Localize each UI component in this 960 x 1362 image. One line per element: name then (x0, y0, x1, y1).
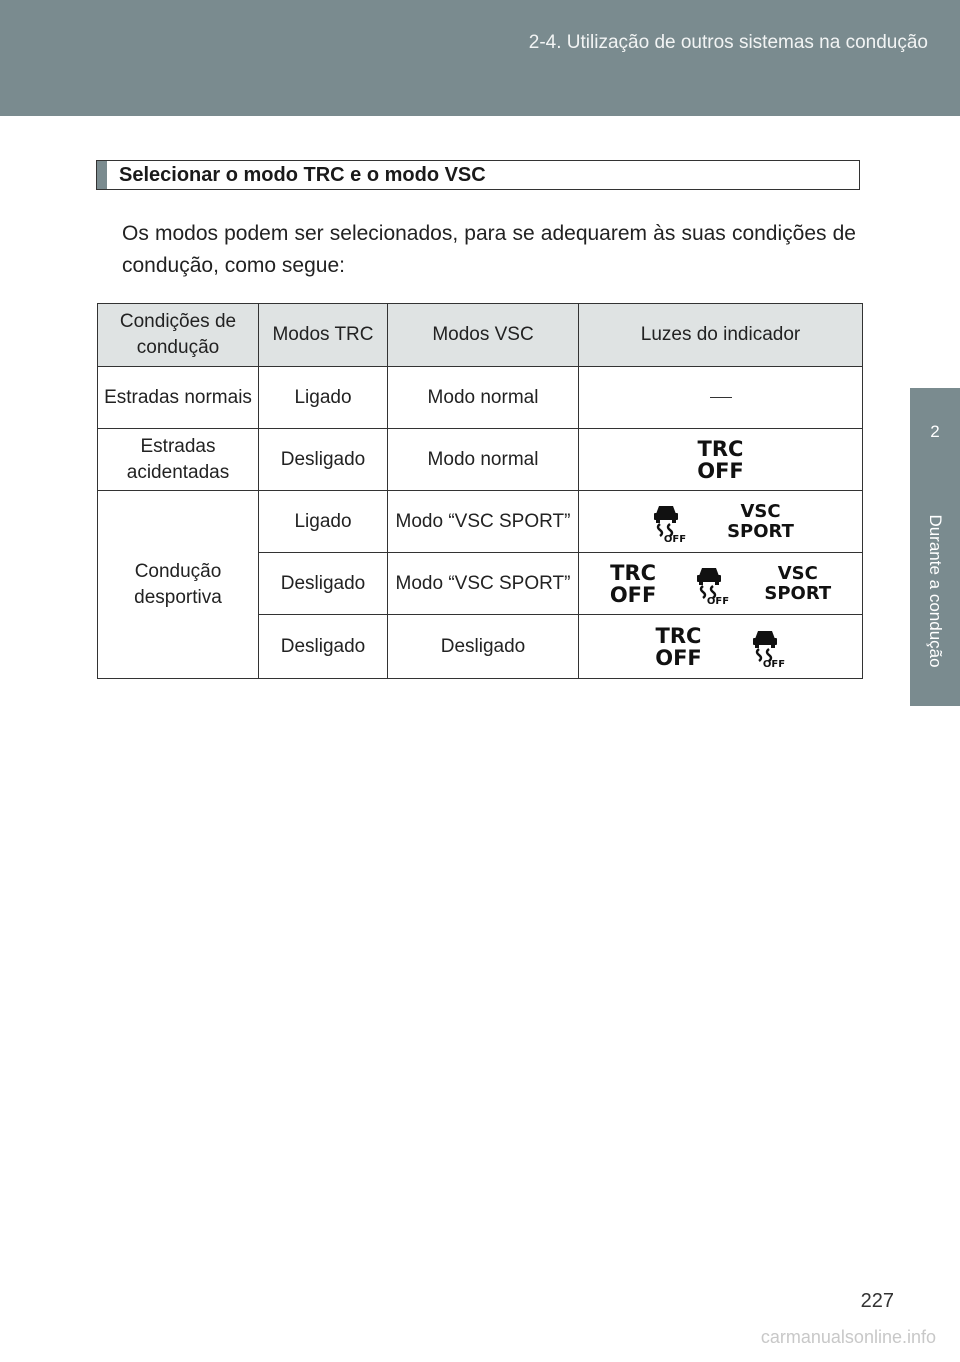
chapter-title: 2-4. Utilização de outros sistemas na condução (528, 32, 928, 53)
condition-cell: Estradas normais (98, 367, 259, 429)
svg-text:OFF: OFF (762, 658, 785, 669)
trc-cell: Ligado (259, 367, 388, 429)
trc-cell: Desligado (259, 429, 388, 491)
intro-paragraph: Os modos podem ser selecionados, para se adequarem às suas condições de condução, como segue: (122, 222, 856, 277)
slip-off-indicator-icon (690, 562, 730, 606)
slip-off-indicator-icon (647, 500, 687, 544)
trc-cell: Ligado (259, 491, 388, 553)
trc-off-indicator-icon: TRC OFF (609, 560, 657, 607)
trc-off-indicator-icon: TRC OFF (697, 436, 744, 483)
indicator-cell (579, 367, 863, 429)
slip-off-indicator-icon (746, 625, 786, 669)
chapter-tab-label: Durante a condução (926, 514, 945, 668)
vsc-cell: Desligado (388, 615, 579, 679)
page-number: 227 (860, 1290, 894, 1312)
table-row (98, 429, 863, 491)
trc-cell: Desligado (259, 553, 388, 615)
section-title: Selecionar o modo TRC e o modo VSC (119, 164, 486, 186)
indicator-cell (579, 429, 863, 491)
vsc-sport-indicator-icon: VSC SPORT (764, 562, 832, 604)
trc-off-indicator-icon: TRC OFF (655, 623, 702, 670)
table-row (98, 367, 863, 429)
svg-text:OFF: OFF (664, 533, 687, 544)
trc-cell: Desligado (259, 615, 388, 679)
indicator-cell (579, 553, 863, 615)
section-heading (96, 160, 860, 190)
header-vsc-modes: Modos VSC (388, 304, 579, 367)
vsc-cell: Modo normal (388, 367, 579, 429)
header-indicators: Luzes do indicador (579, 304, 863, 367)
vsc-sport-indicator-icon: VSC SPORT (727, 500, 794, 542)
vsc-cell: Modo “VSC SPORT” (388, 491, 579, 553)
header-trc-modes: Modos TRC (259, 304, 388, 367)
watermark: carmanualsonline.info (760, 1327, 936, 1347)
svg-text:OFF: OFF (707, 595, 730, 606)
condition-cell: Estradas acidentadas (98, 429, 259, 491)
chapter-tab-number[interactable]: 2 (910, 388, 960, 476)
table-row (98, 491, 863, 553)
indicator-cell (579, 615, 863, 679)
modes-table (97, 303, 863, 679)
header-band (0, 0, 960, 116)
vsc-cell: Modo normal (388, 429, 579, 491)
dash-indicator (710, 397, 732, 398)
header-conditions: Condições de condução (98, 304, 259, 367)
vsc-cell: Modo “VSC SPORT” (388, 553, 579, 615)
section-accent (97, 161, 107, 189)
indicator-cell (579, 491, 863, 553)
condition-cell: Condução desportiva (98, 491, 259, 679)
chapter-tab[interactable] (910, 476, 960, 706)
